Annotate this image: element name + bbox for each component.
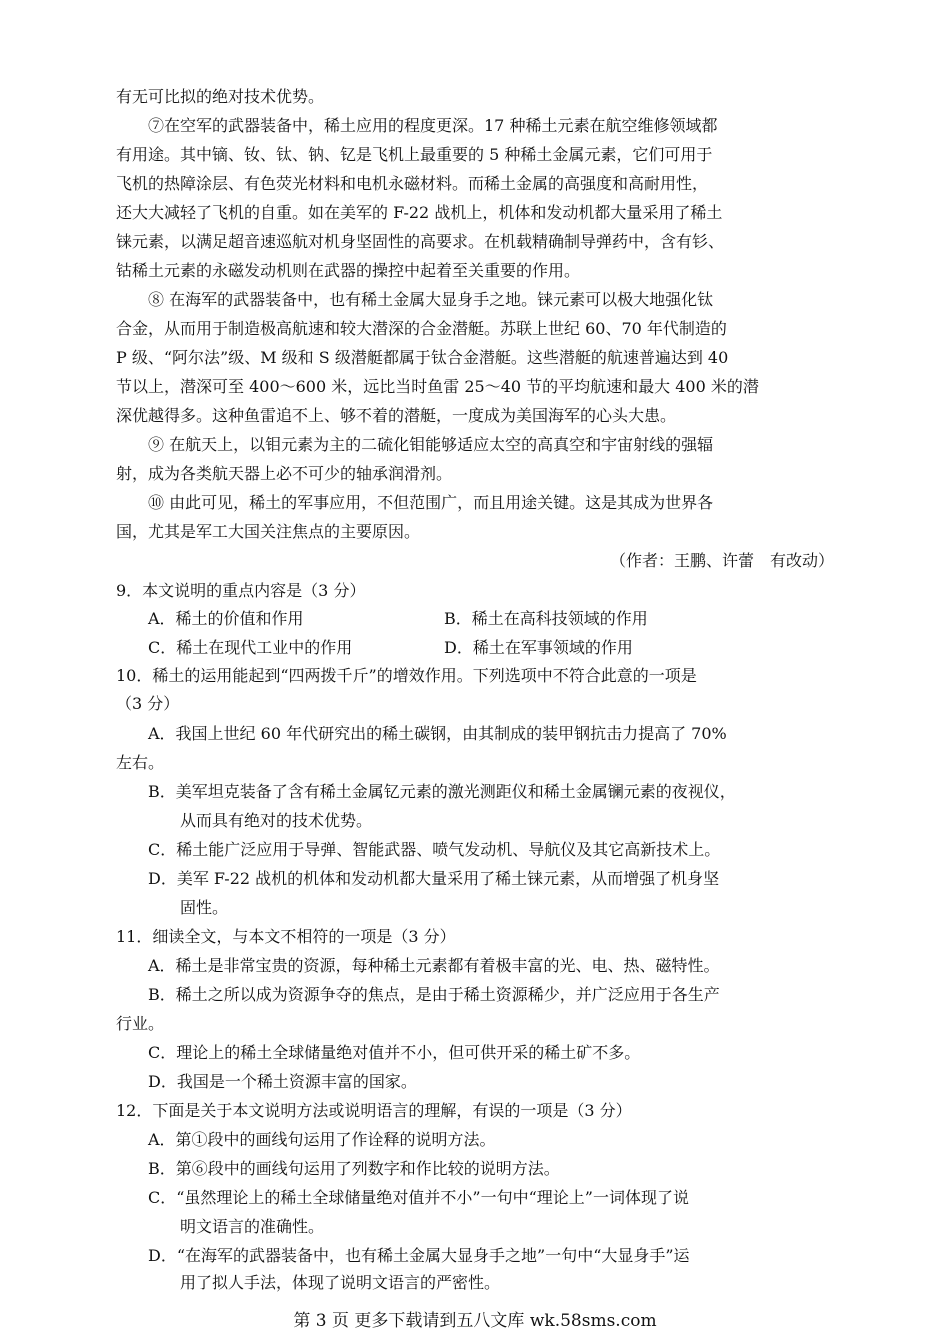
author-credit: （作者：王鹏、许蕾 有改动）	[609, 551, 834, 570]
question-11-option-c: C．理论上的稀土全球储量绝对值并不小，但可供开采的稀土矿不多。	[148, 1043, 641, 1062]
passage-line: 国，尤其是军工大国关注焦点的主要原因。	[116, 522, 421, 541]
question-9-option-a: A．稀土的价值和作用	[148, 609, 304, 628]
passage-line: 合金，从而用于制造极高航速和较大潜深的合金潜艇。苏联上世纪 60、70 年代制造的	[116, 319, 727, 338]
question-10-option-a-cont: 左右。	[116, 753, 165, 772]
question-10-stem-cont: （3 分）	[116, 694, 180, 713]
passage-line: 钴稀土元素的永磁发动机则在武器的操控中起着至关重要的作用。	[116, 261, 581, 280]
passage-line: ⑧ 在海军的武器装备中，也有稀土金属大显身手之地。铼元素可以极大地强化钛	[148, 290, 714, 309]
question-10-option-d-cont: 固性。	[180, 898, 229, 917]
question-12-option-d-cont: 用了拟人手法，体现了说明文语言的严密性。	[180, 1273, 501, 1292]
question-11-stem: 11．细读全文，与本文不相符的一项是（3 分）	[116, 927, 456, 946]
question-12-option-d: D．“在海军的武器装备中，也有稀土金属大显身手之地”一句中“大显身手”运	[148, 1246, 690, 1265]
question-9-option-d: D．稀土在军事领域的作用	[444, 638, 633, 657]
question-10-option-b-cont: 从而具有绝对的技术优势。	[180, 811, 373, 830]
passage-line: 射，成为各类航天器上必不可少的轴承润滑剂。	[116, 464, 453, 483]
question-9-option-c: C．稀土在现代工业中的作用	[148, 638, 353, 657]
question-11-option-b: B．稀土之所以成为资源争夺的焦点，是由于稀土资源稀少，并广泛应用于各生产	[148, 985, 720, 1004]
passage-line: ⑩ 由此可见，稀土的军事应用，不但范围广，而且用途关键。这是其成为世界各	[148, 493, 714, 512]
question-10-option-b: B．美军坦克装备了含有稀土金属钇元素的激光测距仪和稀土金属镧元素的夜视仪，	[148, 782, 736, 801]
question-11-option-b-cont: 行业。	[116, 1014, 165, 1033]
passage-line: P 级、“阿尔法”级、M 级和 S 级潜艇都属于钛合金潜艇。这些潜艇的航速普遍达到 40	[116, 348, 729, 367]
passage-line: 有用途。其中镝、钕、钛、钠、钇是飞机上最重要的 5 种稀土金属元素，它们可用于	[116, 145, 713, 164]
question-10-option-c: C．稀土能广泛应用于导弹、智能武器、喷气发动机、导航仪及其它高新技术上。	[148, 840, 721, 859]
question-12-option-c: C．“虽然理论上的稀土全球储量绝对值并不小”一句中“理论上”一词体现了说	[148, 1188, 689, 1207]
passage-line: ⑨ 在航天上，以钼元素为主的二硫化钼能够适应太空的高真空和宇宙射线的强辐	[148, 435, 714, 454]
passage-line: 深优越得多。这种鱼雷追不上、够不着的潜艇，一度成为美国海军的心头大患。	[116, 406, 677, 425]
question-12-stem: 12．下面是关于本文说明方法或说明语言的理解，有误的一项是（3 分）	[116, 1101, 632, 1120]
passage-line: 还大大减轻了飞机的自重。如在美军的 F-22 战机上，机体和发动机都大量采用了稀土	[116, 203, 723, 222]
question-9-option-b: B．稀土在高科技领域的作用	[444, 609, 648, 628]
passage-line: 有无可比拟的绝对技术优势。	[116, 87, 325, 106]
question-10-option-d: D．美军 F-22 战机的机体和发动机都大量采用了稀土铼元素，从而增强了机身坚	[148, 869, 720, 888]
question-10-option-a: A．我国上世纪 60 年代研究出的稀土碳钢，由其制成的装甲钢抗击力提高了 70%	[148, 724, 727, 743]
question-12-option-c-cont: 明文语言的准确性。	[180, 1217, 325, 1236]
question-10-stem: 10．稀土的运用能起到“四两拨千斤”的增效作用。下列选项中不符合此意的一项是	[116, 666, 697, 685]
question-12-option-a: A．第①段中的画线句运用了作诠释的说明方法。	[148, 1130, 496, 1149]
question-12-option-b: B．第⑥段中的画线句运用了列数字和作比较的说明方法。	[148, 1159, 560, 1178]
page-footer: 第 3 页 更多下载请到五八文库 wk.58sms.com	[293, 1311, 657, 1331]
question-11-option-d: D．我国是一个稀土资源丰富的国家。	[148, 1072, 417, 1091]
question-11-option-a: A．稀土是非常宝贵的资源，每种稀土元素都有着极丰富的光、电、热、磁特性。	[148, 956, 720, 975]
passage-line: 飞机的热障涂层、有色荧光材料和电机永磁材料。而稀土金属的高强度和高耐用性，	[116, 174, 709, 193]
question-9-stem: 9．本文说明的重点内容是（3 分）	[116, 581, 366, 600]
passage-line: 节以上，潜深可至 400～600 米，远比当时鱼雷 25～40 节的平均航速和最大 400 米的潜	[116, 377, 759, 396]
passage-line: 铼元素，以满足超音速巡航对机身坚固性的高要求。在机载精确制导弹药中，含有钐、	[116, 232, 725, 251]
passage-line: ⑦在空军的武器装备中，稀土应用的程度更深。17 种稀土元素在航空维修领域都	[148, 116, 718, 135]
